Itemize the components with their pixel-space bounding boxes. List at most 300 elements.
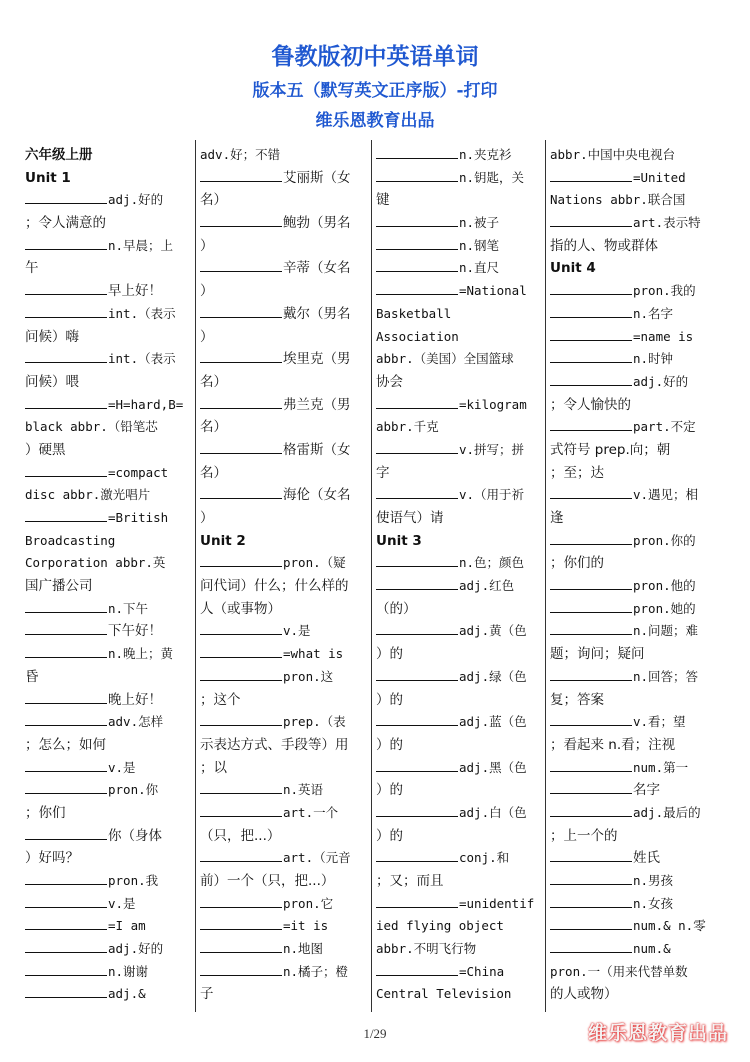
entry-text: num.& xyxy=(633,941,671,957)
vocab-entry xyxy=(200,212,365,235)
answer-blank xyxy=(550,484,632,499)
entry-text: n.钥匙，关 xyxy=(459,169,525,185)
entry-text: pron.我 xyxy=(108,873,159,888)
answer-blank xyxy=(200,552,282,567)
vocab-continuation xyxy=(200,825,365,848)
entry-text: Nations abbr.联合国 xyxy=(550,192,686,208)
vocab-entry xyxy=(25,915,190,938)
entry-text: part.不定 xyxy=(633,419,696,435)
vocab-entry xyxy=(376,167,541,190)
answer-blank xyxy=(550,620,632,635)
entry-text: v.是 xyxy=(108,759,136,775)
vocab-continuation xyxy=(376,915,541,938)
answer-blank xyxy=(200,484,282,499)
entry-text: 前）一个（只，把...） xyxy=(200,873,335,889)
entry-text: ）硬黑 xyxy=(25,441,66,458)
answer-blank xyxy=(25,598,107,613)
vocab-continuation xyxy=(550,235,715,258)
entry-text: n.被子 xyxy=(459,215,500,231)
answer-blank xyxy=(200,394,282,409)
vocab-entry xyxy=(25,348,190,371)
word-column-3 xyxy=(376,144,541,1014)
vocab-continuation xyxy=(25,575,190,598)
vocab-continuation xyxy=(550,507,715,530)
entry-text: =it is xyxy=(283,918,329,934)
vocab-entry xyxy=(550,620,715,643)
entry-text: =compact xyxy=(108,464,169,480)
vocab-entry xyxy=(25,303,190,326)
vocab-entry xyxy=(200,257,365,280)
entry-text: =kilogram xyxy=(459,396,527,412)
vocab-entry xyxy=(25,825,190,848)
vocab-entry xyxy=(550,484,715,507)
answer-blank xyxy=(550,416,632,431)
entry-text: =H=hard,B= xyxy=(108,396,184,412)
vocab-entry xyxy=(200,938,365,961)
vocab-entry xyxy=(376,575,541,598)
entry-text: abbr.千克 xyxy=(376,419,439,435)
vocab-entry xyxy=(200,802,365,825)
entry-text: adj.蓝（色 xyxy=(459,714,527,730)
entry-text: =National xyxy=(459,283,527,299)
watermark-logo: 维乐恩教育出品 xyxy=(587,1022,728,1044)
entry-text: conj.和 xyxy=(459,850,510,866)
answer-blank xyxy=(200,893,282,908)
answer-blank xyxy=(25,643,107,658)
entry-text: ；上一个的 xyxy=(550,827,618,844)
answer-blank xyxy=(200,439,282,454)
entry-text: ）好吗？ xyxy=(25,850,79,867)
entry-text: 晚上好！ xyxy=(108,691,162,708)
document-subtitle: 版本五（默写英文正序版）-打印 xyxy=(252,81,498,101)
answer-blank xyxy=(25,938,107,953)
entry-text: Corporation abbr.英 xyxy=(25,555,166,571)
entry-text: n.晚上；黄 xyxy=(108,646,174,662)
vocab-continuation xyxy=(200,598,365,621)
vocab-entry xyxy=(25,757,190,780)
answer-blank xyxy=(25,757,107,772)
column-divider xyxy=(545,140,546,1012)
entry-text: adv.好；不错 xyxy=(200,147,281,162)
entry-text: n.谢谢 xyxy=(108,963,149,979)
vocab-continuation xyxy=(376,689,541,712)
column-divider xyxy=(195,140,196,1012)
entry-text: art.一个 xyxy=(283,804,339,820)
vocab-entry xyxy=(200,915,365,938)
entry-text: v.拼写；拼 xyxy=(459,441,525,457)
vocab-entry xyxy=(550,779,715,802)
answer-blank xyxy=(376,847,458,862)
entry-text: pron.这 xyxy=(283,668,334,684)
vocab-continuation xyxy=(376,348,541,371)
answer-blank xyxy=(25,983,107,998)
answer-blank xyxy=(200,802,282,817)
entry-text: 字 xyxy=(376,464,390,481)
entry-text: 指的人、物或群体 xyxy=(550,237,658,254)
entry-text: prep.（表 xyxy=(283,714,346,730)
vocab-continuation xyxy=(550,983,715,1006)
entry-text: 国广播公司 xyxy=(25,578,93,595)
answer-blank xyxy=(25,620,107,635)
vocab-continuation xyxy=(550,552,715,575)
vocab-entry xyxy=(25,779,190,802)
entry-text: 昏 xyxy=(25,668,39,685)
vocab-entry xyxy=(25,893,190,916)
vocab-entry xyxy=(550,280,715,303)
answer-blank xyxy=(550,575,632,590)
entry-text: abbr.（美国）全国篮球 xyxy=(376,351,514,367)
entry-text: n.英语 xyxy=(283,782,324,798)
answer-blank xyxy=(550,711,632,726)
entry-text: adj.绿（色 xyxy=(459,668,527,684)
page-header xyxy=(0,42,750,134)
vocab-continuation xyxy=(25,847,190,870)
vocab-entry xyxy=(200,348,365,371)
vocab-entry xyxy=(376,893,541,916)
vocab-continuation xyxy=(200,326,365,349)
entry-text: 埃里克（男 xyxy=(283,351,351,368)
entry-text: 逢 xyxy=(550,510,564,526)
vocab-continuation xyxy=(25,257,190,280)
word-column-1 xyxy=(25,144,190,1014)
entry-text: ；令人愉快的 xyxy=(550,396,631,413)
entry-text: ）的 xyxy=(376,782,403,799)
vocab-continuation xyxy=(376,189,541,212)
entry-text: pron.（疑 xyxy=(283,555,346,571)
section-heading xyxy=(25,144,190,167)
vocab-continuation xyxy=(25,552,190,575)
answer-blank xyxy=(550,847,632,862)
entry-text: abbr.不明飞行物 xyxy=(376,941,477,957)
vocab-continuation xyxy=(376,734,541,757)
vocab-entry xyxy=(25,643,190,666)
entry-text: 人（或事物） xyxy=(200,600,281,617)
entry-text: ied flying object xyxy=(376,918,504,934)
vocab-entry xyxy=(200,666,365,689)
vocab-continuation xyxy=(376,825,541,848)
section-heading xyxy=(550,257,715,280)
entry-text: num.& n.零 xyxy=(633,918,706,934)
entry-text: ；又；而且 xyxy=(376,873,444,889)
answer-blank xyxy=(550,915,632,930)
vocab-entry xyxy=(550,212,715,235)
vocab-entry xyxy=(376,439,541,462)
answer-blank xyxy=(550,326,632,341)
entry-text: 鲍勃（男名 xyxy=(283,215,351,232)
vocab-entry xyxy=(550,167,715,190)
entry-text: 下午好！ xyxy=(108,623,162,640)
entry-text: Unit 3 xyxy=(376,532,422,549)
page-number: 1/29 xyxy=(363,1026,387,1041)
entry-text: Association xyxy=(376,328,459,344)
entry-text: pron.你 xyxy=(108,782,159,798)
entry-text: v.看；望 xyxy=(633,714,686,730)
entry-text: 键 xyxy=(376,192,390,209)
entry-text: num.第一 xyxy=(633,759,689,775)
answer-blank xyxy=(200,938,282,953)
entry-text: pron.他的 xyxy=(633,578,696,594)
vocab-entry xyxy=(550,326,715,349)
entry-text: 示表达方式、手段等）用 xyxy=(200,736,349,753)
entry-text: 早上好！ xyxy=(108,283,162,300)
entry-text: 问候）喂 xyxy=(25,373,79,390)
entry-text: =British xyxy=(108,510,169,525)
vocab-continuation xyxy=(550,394,715,417)
vocab-continuation xyxy=(200,734,365,757)
entry-text: n.问题；难 xyxy=(633,623,699,639)
vocab-entry xyxy=(25,961,190,984)
vocab-entry xyxy=(25,870,190,893)
vocab-entry xyxy=(200,552,365,575)
entry-text: Basketball xyxy=(376,305,452,321)
vocab-continuation xyxy=(550,439,715,462)
entry-text: 格雷斯（女 xyxy=(283,441,351,458)
entry-text: v.是 xyxy=(108,895,136,911)
vocab-continuation xyxy=(376,983,541,1006)
answer-blank xyxy=(200,303,282,318)
entry-text: 名） xyxy=(200,464,227,481)
vocab-entry xyxy=(376,484,541,507)
word-column-4 xyxy=(550,144,715,1014)
vocab-entry xyxy=(25,598,190,621)
answer-blank xyxy=(25,711,107,726)
vocab-entry xyxy=(200,167,365,190)
answer-blank xyxy=(25,303,107,318)
column-divider xyxy=(371,140,372,1012)
vocab-entry xyxy=(376,212,541,235)
entry-text: n.地图 xyxy=(283,941,324,957)
vocab-entry xyxy=(25,235,190,258)
vocab-continuation xyxy=(376,462,541,485)
vocab-continuation xyxy=(25,802,190,825)
answer-blank xyxy=(25,189,107,204)
vocab-entry xyxy=(200,620,365,643)
entry-text: adj.最后的 xyxy=(633,804,701,820)
entry-text: ；这个 xyxy=(200,691,241,708)
word-column-2 xyxy=(200,144,365,1014)
vocab-continuation xyxy=(550,734,715,757)
section-heading xyxy=(376,530,541,553)
answer-blank xyxy=(376,257,458,272)
entry-text: int.（表示 xyxy=(108,351,176,367)
vocab-entry xyxy=(550,598,715,621)
entry-text: Unit 2 xyxy=(200,532,246,549)
entry-text: adj.好的 xyxy=(633,373,689,389)
entry-text: v.（用于祈 xyxy=(459,487,525,503)
entry-text: =what is xyxy=(283,646,344,662)
entry-text: abbr.中国中央电视台 xyxy=(550,147,676,162)
vocab-entry xyxy=(200,847,365,870)
vocab-entry xyxy=(25,462,190,485)
answer-blank xyxy=(376,711,458,726)
answer-blank xyxy=(376,394,458,409)
vocab-entry xyxy=(550,416,715,439)
vocab-entry xyxy=(550,575,715,598)
vocab-continuation xyxy=(25,530,190,553)
vocab-entry xyxy=(376,394,541,417)
answer-blank xyxy=(550,212,632,227)
vocab-continuation xyxy=(200,870,365,893)
vocab-continuation xyxy=(25,326,190,349)
answer-blank xyxy=(376,666,458,681)
answer-blank xyxy=(376,144,458,159)
vocab-entry xyxy=(25,507,190,530)
answer-blank xyxy=(200,167,282,182)
vocab-entry xyxy=(25,280,190,303)
entry-text: 的人或物） xyxy=(550,986,618,1003)
entry-text: n.夹克衫 xyxy=(459,147,512,162)
answer-blank xyxy=(25,870,107,885)
vocab-entry xyxy=(200,484,365,507)
vocab-continuation xyxy=(200,235,365,258)
answer-blank xyxy=(25,235,107,250)
entry-text: pron.我的 xyxy=(633,283,696,299)
entry-text: ；以 xyxy=(200,759,227,776)
entry-text: n.回答；答 xyxy=(633,668,699,684)
vocab-entry xyxy=(376,552,541,575)
entry-text: 辛蒂（女名 xyxy=(283,260,351,277)
vocab-continuation xyxy=(25,371,190,394)
entry-text: ） xyxy=(200,328,214,345)
entry-text: 子 xyxy=(200,986,214,1003)
entry-text: n.橘子；橙 xyxy=(283,963,349,979)
entry-text: n.下午 xyxy=(108,600,149,616)
vocab-entry xyxy=(376,280,541,303)
entry-text: adv.怎样 xyxy=(108,714,164,730)
entry-text: 名） xyxy=(200,419,227,436)
vocab-entry xyxy=(550,711,715,734)
vocab-continuation xyxy=(200,462,365,485)
answer-blank xyxy=(25,915,107,930)
entry-text: int.（表示 xyxy=(108,305,176,321)
vocab-continuation xyxy=(200,144,365,167)
vocab-continuation xyxy=(550,643,715,666)
entry-text: ；令人满意的 xyxy=(25,215,106,232)
vocab-entry xyxy=(200,893,365,916)
vocab-continuation xyxy=(376,326,541,349)
entry-text: ）的 xyxy=(376,736,403,753)
answer-blank xyxy=(376,552,458,567)
publisher-line: 维乐恩教育出品 xyxy=(315,111,435,131)
entry-text: n.直尺 xyxy=(459,260,500,276)
vocab-continuation xyxy=(376,371,541,394)
answer-blank xyxy=(25,507,107,522)
vocab-entry xyxy=(550,915,715,938)
vocab-entry xyxy=(550,348,715,371)
vocab-entry xyxy=(550,371,715,394)
answer-blank xyxy=(25,893,107,908)
vocab-continuation xyxy=(550,144,715,167)
entry-text: 问代词）什么；什么样的 xyxy=(200,578,349,595)
entry-text: pron.她的 xyxy=(633,600,696,616)
vocab-entry xyxy=(376,144,541,167)
vocab-entry xyxy=(25,394,190,417)
answer-blank xyxy=(550,371,632,386)
entry-text: ；你们的 xyxy=(550,555,604,572)
vocab-entry xyxy=(376,961,541,984)
answer-blank xyxy=(25,462,107,477)
vocab-continuation xyxy=(200,575,365,598)
entry-text: 复；答案 xyxy=(550,691,604,708)
answer-blank xyxy=(550,757,632,772)
vocab-continuation xyxy=(25,484,190,507)
answer-blank xyxy=(200,348,282,363)
entry-text: 名） xyxy=(200,192,227,209)
document-title: 鲁教版初中英语单词 xyxy=(271,44,479,70)
vocab-entry xyxy=(550,893,715,916)
entry-text: art.（元音 xyxy=(283,850,351,866)
answer-blank xyxy=(376,757,458,772)
vocab-entry xyxy=(376,666,541,689)
vocab-continuation xyxy=(550,189,715,212)
answer-blank xyxy=(25,961,107,976)
entry-text: 名字 xyxy=(633,782,660,799)
entry-text: 题；询问；疑问 xyxy=(550,646,645,663)
entry-text: n.钢笔 xyxy=(459,237,500,253)
entry-text: ） xyxy=(200,510,214,526)
entry-text: n.早晨；上 xyxy=(108,237,174,253)
entry-text: Central Television xyxy=(376,986,512,1002)
entry-text: 式符号 prep.向；朝 xyxy=(550,441,671,458)
entry-text: 你（身体 xyxy=(108,827,162,844)
vocab-entry xyxy=(200,779,365,802)
vocab-entry xyxy=(376,847,541,870)
vocab-entry xyxy=(376,802,541,825)
entry-text: =name is xyxy=(633,328,694,344)
entry-text: 协会 xyxy=(376,373,403,390)
vocab-entry xyxy=(550,802,715,825)
vocab-continuation xyxy=(200,507,365,530)
vocab-entry xyxy=(200,303,365,326)
answer-blank xyxy=(200,711,282,726)
vocab-continuation xyxy=(25,734,190,757)
vocab-entry xyxy=(550,870,715,893)
vocab-entry xyxy=(550,530,715,553)
vocab-continuation xyxy=(200,371,365,394)
entry-text: n.男孩 xyxy=(633,873,674,888)
answer-blank xyxy=(376,575,458,590)
entry-text: =United xyxy=(633,169,686,185)
vocab-continuation xyxy=(200,416,365,439)
entry-text: （只，把...） xyxy=(200,827,281,844)
vocab-continuation xyxy=(200,757,365,780)
vocab-entry xyxy=(550,303,715,326)
vocab-entry xyxy=(376,620,541,643)
vocab-continuation xyxy=(376,643,541,666)
entry-text: pron.它 xyxy=(283,895,334,911)
entry-text: 午 xyxy=(25,260,39,277)
entry-text: pron.一（用来代替单数 xyxy=(550,963,688,979)
answer-blank xyxy=(376,893,458,908)
entry-text: =China xyxy=(459,963,505,979)
entry-text: disc abbr.激光唱片 xyxy=(25,487,151,503)
entry-text: Broadcasting xyxy=(25,532,116,548)
entry-text: 使语气）请 xyxy=(376,510,444,526)
vocab-entry xyxy=(25,189,190,212)
answer-blank xyxy=(376,235,458,250)
vocab-continuation xyxy=(376,416,541,439)
answer-blank xyxy=(25,779,107,794)
answer-blank xyxy=(550,280,632,295)
entry-text: adj.& xyxy=(108,986,146,1002)
entry-text: ）的 xyxy=(376,646,403,663)
vocab-entry xyxy=(25,983,190,1006)
entry-text: art.表示特 xyxy=(633,215,701,231)
vocab-entry xyxy=(200,643,365,666)
entry-text: Unit 4 xyxy=(550,260,596,277)
entry-text: ；怎么；如何 xyxy=(25,736,106,753)
answer-blank xyxy=(200,212,282,227)
